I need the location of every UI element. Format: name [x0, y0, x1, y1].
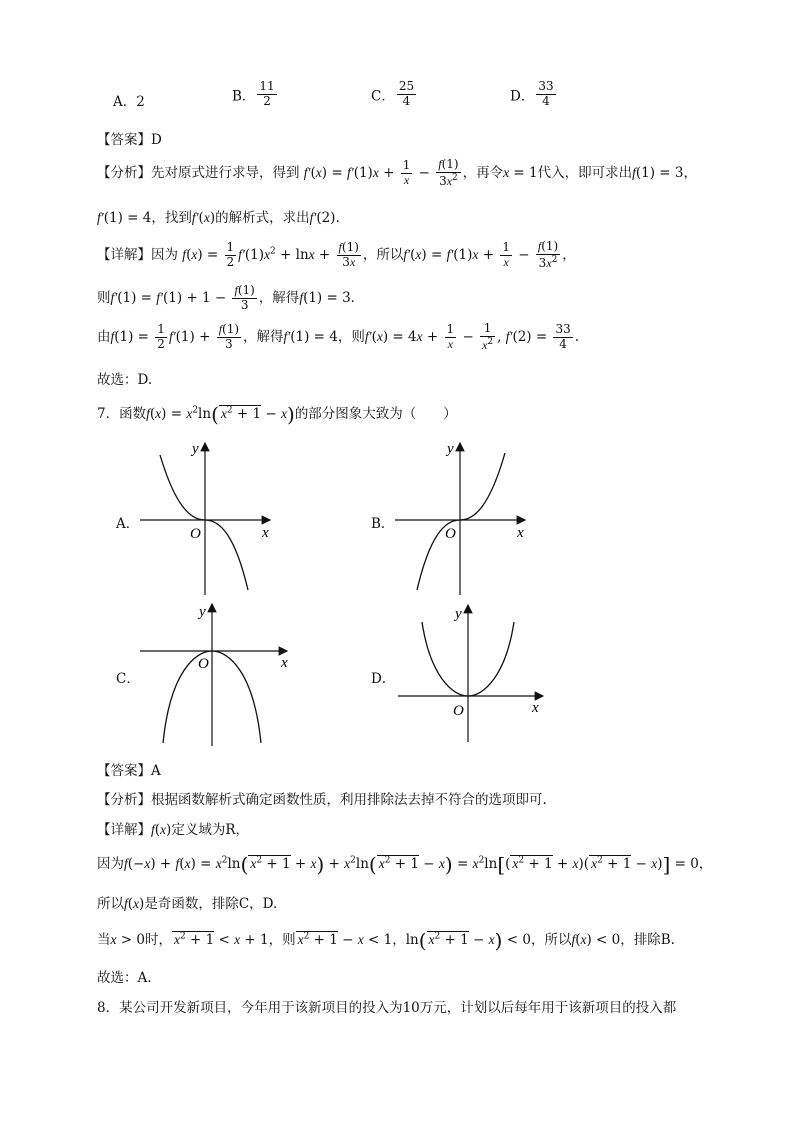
curve	[160, 455, 248, 590]
origin-label: O	[453, 703, 464, 719]
x-label: x	[532, 700, 539, 716]
graph-c	[135, 598, 295, 748]
origin-label: O	[190, 526, 201, 542]
q7-option-a-label: A．	[116, 516, 140, 532]
q7-stem: 7．函数$f(x) = x^2\ln$( $x^2 + 1 - x$)的部分图象大致为（ ）	[97, 402, 457, 427]
q7-option-c-label: C．	[116, 671, 140, 687]
q7-option-b-label: B．	[371, 516, 395, 532]
choice-b: B． $\frac{11}{2}$	[232, 79, 275, 108]
q7-detail-line4: 当x > 0时， $x^2 + 1 < x + 1$，则 $x^2 + 1 - x < 1$，ln( $x^2 + 1 - x) < 0$，所以f(x) < 0，排除B.	[97, 928, 675, 953]
choice-d: D． $\frac{33}{4}$	[510, 79, 554, 108]
q6-choice: 故选：D.	[97, 372, 153, 388]
choice-a: A．2	[113, 94, 145, 110]
q7-analysis: 【分析】根据函数解析式确定函数性质，利用排除法去掉不符合的选项即可.	[97, 792, 547, 808]
graph-d	[395, 600, 550, 745]
y-label: y	[192, 441, 199, 457]
x-label: x	[517, 525, 524, 541]
q7-detail-line2: 因为$f(-x) + f(x) = x^2\ln$( $x^2 + 1 + x) + x^2\ln$( $x^2 + 1 - x) = x^2\ln$[( $x^2 + 1 + x$)( $x^2 + 1 - x)] = 0$，	[97, 852, 713, 877]
q7-answer: 【答案】A	[97, 763, 161, 779]
q7-detail-line3: 所以f(x)是奇函数，排除C，D.	[97, 896, 278, 912]
choice-c: C． $\frac{25}{4}$	[371, 79, 415, 108]
q6-detail-line1: 【详解】因为 f(x) = $\frac{1}{2}$ $f'(1)x^2 + \ln x$ + $\frac{f(1)}{3x}$ ，所以f′(x) = f′(1)x + $\frac{1}{x}$ − $\frac{f(1)}{3x^2}$ ，	[97, 239, 576, 270]
y-label: y	[447, 441, 454, 457]
q6-analysis-line2: f′(1) = 4，找到f′(x)的解析式，求出f′(2).	[97, 210, 340, 226]
graph-b	[385, 435, 535, 600]
graph-a	[130, 435, 280, 600]
q8-stem: 8．某公司开发新项目，今年用于该新项目的投入为10万元，计划以后每年用于该新项目的投入都	[97, 1000, 677, 1016]
origin-label: O	[198, 656, 209, 672]
q6-detail-line2: 则f′(1) = f′(1) + 1 − $\frac{f(1)}{3}$ ，解得f(1) = 3．	[97, 283, 365, 312]
q7-detail-line1: 【详解】f(x)定义域为R，	[97, 822, 249, 838]
curve	[417, 453, 505, 590]
origin-label: O	[445, 526, 456, 542]
q7-choice: 故选：A.	[97, 970, 152, 986]
y-label: y	[199, 604, 206, 620]
q7-option-d-label: D．	[371, 671, 396, 687]
x-label: x	[281, 655, 288, 671]
q6-analysis-line1: 【分析】先对原式进行求导，得到 f′(x) = f′(1)x + $\frac{1}{x}$ − $\frac{f(1)}{3x^2}$ ，再令x = 1代入，即可求出f(1) = 3，	[97, 157, 697, 188]
x-label: x	[262, 525, 269, 541]
q6-detail-line3: 由f(1) = $\frac{1}{2}$ f′(1) + $\frac{f(1)}{3}$ ，解得f′(1) = 4，则f′(x) = 4x + $\frac{1}{x}$ − $\frac{1}{x^2}$ , f′(2) = $\frac{33}{4}$ .	[97, 321, 580, 352]
q6-answer: 【答案】D	[97, 132, 162, 148]
y-label: y	[455, 606, 462, 622]
